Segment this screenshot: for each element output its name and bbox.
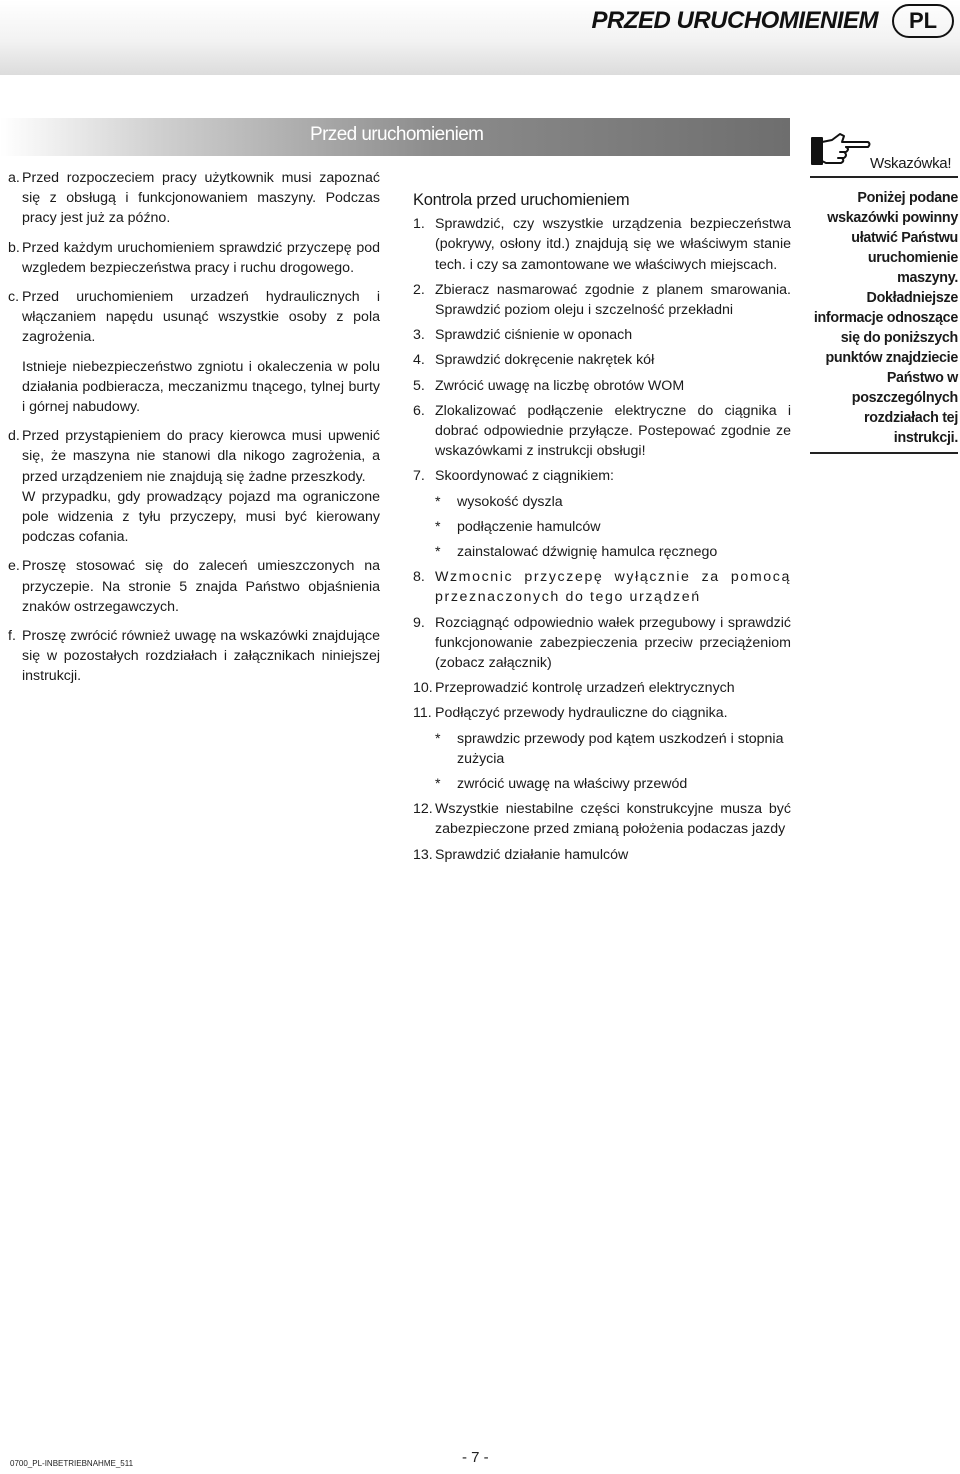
item-number: 2. bbox=[413, 281, 425, 298]
checklist-item-10 bbox=[413, 678, 791, 698]
tip-divider bbox=[810, 176, 958, 178]
item-marker: d. bbox=[8, 428, 20, 445]
sub-bullet bbox=[413, 517, 791, 537]
section-title: Przed uruchomieniem bbox=[310, 124, 484, 145]
warning-paragraph: Istnieje niebezpieczeństwo zgniotu i okaleczenia w polu działania podbieracza, meczanizmu tnącego, tylnej burty i górnej nabudowy. bbox=[22, 358, 380, 416]
item-marker: e. bbox=[8, 558, 20, 575]
bullet-marker: * bbox=[435, 544, 441, 561]
item-number: 5. bbox=[413, 377, 425, 394]
checklist-item-4 bbox=[413, 350, 791, 370]
bullet-text: sprawdzic przewody pod kątem uszkodzeń i stopnia zużycia bbox=[457, 730, 784, 767]
item-text: Wszystkie niestabilne części konstrukcyjne musza być zabezpieczone przed zmianą położenia podaczas jazdy bbox=[435, 801, 791, 838]
item-number: 7. bbox=[413, 468, 425, 485]
checklist-item-1 bbox=[413, 214, 791, 275]
language-badge: PL bbox=[892, 4, 954, 38]
pointing-hand-icon bbox=[810, 130, 872, 170]
item-text: Przed przystąpieniem do pracy kierowca musi upwenić się, że maszyna nie stanowi dla nikogo zagrożenia, a przed urządzeniem nie znajdują się żadne przeszkody. bbox=[22, 428, 380, 485]
sub-bullet bbox=[413, 729, 791, 769]
item-text: Wzmocnic przyczepę wyłącznie za pomocą przeznaczonych do tego urządzeń bbox=[435, 569, 791, 606]
item-text: Przeprowadzić kontrolę urzadzeń elektrycznych bbox=[435, 680, 735, 697]
item-number: 1. bbox=[413, 216, 425, 233]
item-text: Zlokalizować podłączenie elektryczne do ciągnika i dobrać odpowiednie przyłącze. Postepować zgodnie ze wskazówkami z instrukcji obsługi! bbox=[435, 402, 791, 460]
item-number: 6. bbox=[413, 402, 425, 419]
tip-body: Poniżej podane wskazówki powinny ułatwić Państwu uruchomienie maszyny. Dokładniejsze informacje odnoszące się do poniższych punktów znajdziecie Państwo w poszczególnych rozdziałach tej instrukcji. bbox=[813, 190, 958, 446]
checklist-item-7 bbox=[413, 466, 791, 486]
checklist-item-9 bbox=[413, 613, 791, 674]
item-number: 3. bbox=[413, 327, 425, 344]
item-number: 13. bbox=[413, 846, 433, 863]
item-text: Sprawdzić, czy wszystkie urządzenia bezpieczeństwa (pokrywy, osłony itd.) znajdują się we właściwym stanie tech. i czy sa zamontowane we właściwych miejscach. bbox=[435, 216, 791, 273]
item-number: 10. bbox=[413, 680, 433, 697]
list-item-d bbox=[8, 426, 380, 487]
sub-bullet bbox=[413, 542, 791, 562]
item-text: Skoordynować z ciągnikiem: bbox=[435, 468, 614, 485]
sub-bullet bbox=[413, 774, 791, 794]
tip-divider-bottom bbox=[810, 452, 958, 454]
bullet-marker: * bbox=[435, 518, 441, 535]
checklist-column bbox=[413, 190, 791, 870]
item-text: Podłączyć przewody hydrauliczne do ciągnika. bbox=[435, 705, 728, 722]
item-text: Przed każdym uruchomieniem sprawdzić przyczepę pod wzgledem bezpieczeństwa pracy i ruchu drogowego. bbox=[22, 239, 380, 276]
item-number: 12. bbox=[413, 801, 433, 818]
item-marker: b. bbox=[8, 239, 20, 256]
item-number: 8. bbox=[413, 569, 425, 586]
bullet-marker: * bbox=[435, 776, 441, 793]
page-header-title: PRZED URUCHOMIENIEM bbox=[591, 7, 878, 34]
checklist-item-13 bbox=[413, 845, 791, 865]
checklist-item-8 bbox=[413, 567, 791, 607]
item-text: Przed rozpoczeciem pracy użytkownik musi zapoznać się z obsługą i funkcjonowaniem maszyny. Podczas pracy jest już za późno. bbox=[22, 170, 380, 227]
checklist-item-11 bbox=[413, 703, 791, 723]
item-text: Zwrócić uwagę na liczbę obrotów WOM bbox=[435, 377, 685, 394]
item-marker: c. bbox=[8, 289, 20, 306]
checklist-item-12 bbox=[413, 799, 791, 839]
list-item-b bbox=[8, 238, 380, 278]
document-code: 0700_PL-INBETRIEBNAHME_511 bbox=[10, 1459, 134, 1468]
list-item-f bbox=[8, 626, 380, 687]
checklist-item-5 bbox=[413, 376, 791, 396]
checklist-item-3 bbox=[413, 325, 791, 345]
left-column bbox=[8, 168, 380, 687]
item-number: 11. bbox=[413, 705, 432, 722]
checklist-item-2 bbox=[413, 280, 791, 320]
item-text: Rozciągnąć odpowiednio wałek przegubowy i sprawdzić funkcjonowanie zabezpieczenia przeciw przeciążeniom (zobacz załącznik) bbox=[435, 614, 791, 672]
bullet-marker: * bbox=[435, 493, 441, 510]
bullet-text: podłączenie hamulców bbox=[457, 518, 601, 535]
tip-label: Wskazówka! bbox=[870, 155, 952, 172]
item-text: Sprawdzić ciśnienie w oponach bbox=[435, 327, 633, 344]
bullet-text: zwrócić uwagę na właściwy przewód bbox=[457, 776, 688, 793]
item-number: 4. bbox=[413, 352, 425, 369]
item-text: Proszę stosować się do zaleceń umieszczonych na przyczepie. Na stronie 5 znajda Państwo objaśnienia znaków ostrzegawczych. bbox=[22, 558, 380, 615]
checklist-item-6 bbox=[413, 401, 791, 462]
item-marker: a. bbox=[8, 170, 20, 186]
item-text: Zbieracz nasmarować zgodnie z planem smarowania. Sprawdzić poziom oleju i szczelność przekładni bbox=[435, 281, 791, 319]
bullet-text: wysokość dyszla bbox=[457, 493, 563, 510]
item-text: Sprawdzić dokręcenie nakrętek kół bbox=[435, 352, 655, 369]
bullet-marker: * bbox=[435, 730, 441, 747]
visibility-paragraph: W przypadku, gdy prowadzący pojazd ma ograniczone pole widzenia z tyłu przyczepy, musi być kierowany podczas cofania. bbox=[22, 488, 380, 546]
list-item-a bbox=[8, 168, 380, 229]
list-item-c bbox=[8, 287, 380, 348]
page-number: - 7 - bbox=[462, 1449, 489, 1466]
item-text: Proszę zwrócić również uwagę na wskazówki znajdujące się w pozostałych rozdziałach i załącznikach niniejszej instrukcji. bbox=[22, 628, 380, 685]
item-number: 9. bbox=[413, 614, 425, 631]
item-text: Sprawdzić działanie hamulców bbox=[435, 846, 629, 863]
list-item-e bbox=[8, 556, 380, 617]
checklist-heading: Kontrola przed uruchomieniem bbox=[413, 191, 630, 209]
item-marker: f. bbox=[8, 628, 16, 645]
bullet-text: zainstalować dźwignię hamulca ręcznego bbox=[457, 544, 718, 561]
sub-bullet bbox=[413, 492, 791, 512]
item-text: Przed uruchomieniem urzadzeń hydraulicznych i włączaniem napędu usunąć wszystkie osoby z pola zagrożenia. bbox=[22, 289, 380, 346]
